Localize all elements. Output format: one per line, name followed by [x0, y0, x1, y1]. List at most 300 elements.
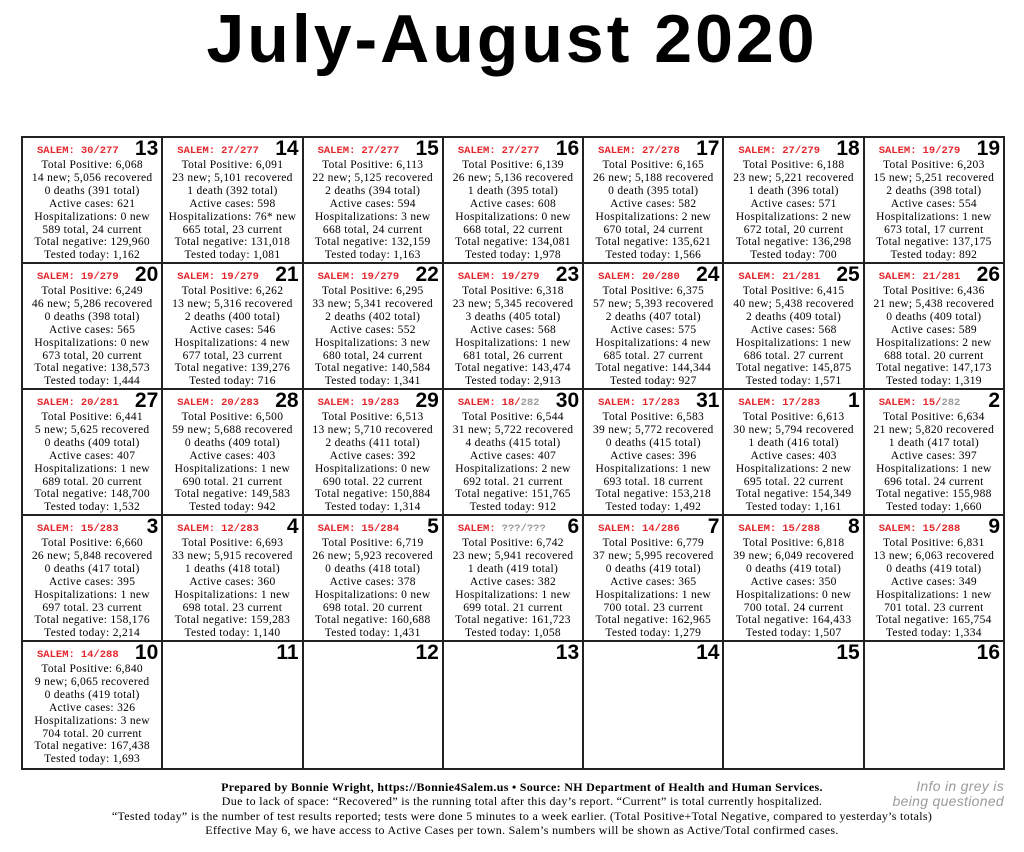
new-and-recovered-line: 14 new; 5,056 recovered	[31, 171, 153, 184]
salem-separator: /	[233, 523, 241, 535]
day-stats	[865, 285, 1003, 388]
hospitalizations-new-line: Hospitalizations: 1 new	[34, 462, 150, 475]
hospitalizations-total-current-line: 692 total. 21 current	[463, 475, 563, 488]
deaths-line: 1 death (396 total)	[748, 184, 839, 197]
salem-label: SALEM:	[878, 397, 917, 409]
salem-separator: /	[514, 271, 521, 283]
deaths-line: 0 deaths (419 total)	[44, 688, 140, 701]
tested-today-line: Tested today: 912	[469, 501, 557, 514]
active-cases-line: Active cases: 326	[49, 701, 136, 714]
day-number: 15	[415, 138, 439, 160]
total-positive-line: Total Positive: 6,544	[462, 411, 564, 423]
deaths-line: 0 deaths (417 total)	[44, 562, 140, 575]
active-cases-line: Active cases: 568	[750, 323, 837, 336]
new-and-recovered-line: 23 new; 5,221 recovered	[733, 171, 854, 184]
salem-total-cases: 282	[941, 397, 961, 409]
salem-cases	[318, 396, 400, 410]
new-and-recovered-line: 13 new; 6,063 recovered	[873, 549, 995, 562]
day-stats	[23, 663, 161, 766]
day-stats	[584, 537, 722, 640]
active-cases-line: Active cases: 407	[49, 449, 136, 462]
hospitalizations-new-line: Hospitalizations: 2 new	[876, 336, 992, 349]
day-number: 27	[134, 390, 159, 412]
day-cell	[444, 138, 584, 264]
grey-note-line: Info in grey is	[916, 778, 1004, 794]
tested-today-line: Tested today: 1,314	[324, 501, 421, 514]
day-cell	[865, 264, 1005, 390]
day-number: 9	[988, 516, 1000, 538]
active-cases-line: Active cases: 589	[890, 323, 977, 336]
salem-active-cases: 14	[80, 649, 94, 661]
day-cell	[865, 642, 1005, 770]
salem-separator: /	[794, 397, 802, 409]
salem-cases	[318, 270, 400, 284]
day-stats	[444, 285, 582, 388]
salem-active-cases: 19	[80, 271, 94, 283]
tested-today-line: Tested today: 1,140	[184, 627, 281, 640]
deaths-line: 0 deaths (409 total)	[886, 310, 982, 323]
hospitalizations-new-line: Hospitalizations: 1 new	[876, 462, 992, 475]
salem-cases	[879, 144, 961, 158]
salem-total-cases: 279	[99, 271, 119, 283]
day-number: 4	[286, 516, 299, 538]
total-negative-line: Total negative: 161,723	[455, 614, 571, 627]
day-cell	[865, 138, 1005, 264]
total-negative-line: Total negative: 158,176	[34, 614, 150, 627]
hospitalizations-new-line: Hospitalizations: 4 new	[174, 336, 291, 349]
active-cases-line: Active cases: 349	[890, 575, 977, 588]
salem-total-cases: ???	[526, 523, 546, 535]
salem-label: SALEM:	[878, 271, 917, 283]
day-cell	[163, 264, 303, 390]
day-stats	[444, 537, 582, 640]
deaths-line: 0 deaths (398 total)	[44, 310, 140, 323]
day-stats	[444, 159, 582, 262]
salem-cases	[738, 270, 820, 284]
day-cell	[304, 642, 444, 770]
day-stats	[724, 285, 862, 388]
total-negative-line: Total negative: 147,173	[876, 362, 992, 375]
hospitalizations-new-line: Hospitalizations: 0 new	[455, 210, 571, 223]
hospitalizations-total-current-line: 700 total. 23 current	[603, 601, 704, 614]
hospitalizations-total-current-line: 704 total. 20 current	[42, 727, 142, 740]
deaths-line: 1 deaths (418 total)	[184, 562, 280, 575]
deaths-line: 1 death (417 total)	[888, 436, 980, 449]
day-stats	[23, 159, 161, 262]
deaths-line: 1 death (416 total)	[748, 436, 839, 449]
deaths-line: 0 deaths (415 total)	[605, 436, 701, 449]
day-cell	[23, 642, 163, 770]
total-negative-line: Total negative: 129,960	[34, 236, 150, 249]
salem-active-cases: 27	[782, 145, 795, 157]
hospitalizations-total-current-line: 689 total. 20 current	[42, 475, 142, 488]
tested-today-line: Tested today: 1,431	[324, 627, 421, 640]
day-number: 30	[555, 390, 580, 412]
day-number: 18	[836, 138, 860, 160]
hospitalizations-total-current-line: 589 total, 24 current	[42, 223, 142, 236]
day-number: 26	[976, 264, 1000, 286]
day-number: 31	[696, 390, 720, 412]
salem-active-cases: ???	[501, 523, 521, 535]
salem-separator: /	[93, 397, 100, 409]
tested-today-line: Tested today: 1,571	[745, 375, 842, 388]
salem-active-cases: 17	[782, 397, 795, 409]
total-negative-line: Total negative: 140,584	[314, 362, 431, 375]
hospitalizations-total-current-line: 698 total. 20 current	[322, 601, 423, 614]
deaths-line: 2 deaths (407 total)	[605, 310, 701, 323]
tested-today-line: Tested today: 1,660	[885, 501, 982, 514]
new-and-recovered-line: 23 new; 5,941 recovered	[452, 549, 574, 562]
day-cell	[724, 516, 864, 642]
salem-separator: /	[233, 271, 241, 283]
hospitalizations-total-current-line: 685 total. 27 current	[603, 349, 704, 362]
salem-active-cases: 21	[922, 271, 936, 283]
salem-cases	[598, 522, 680, 536]
active-cases-line: Active cases: 350	[750, 575, 837, 588]
total-positive-line: Total Positive: 6,203	[883, 159, 985, 171]
day-stats	[23, 537, 161, 640]
day-number: 14	[275, 138, 299, 160]
hospitalizations-total-current-line: 690 total. 21 current	[182, 475, 283, 488]
total-negative-line: Total negative: 148,700	[34, 488, 150, 501]
salem-cases	[37, 396, 119, 410]
day-cell	[163, 516, 303, 642]
salem-separator: /	[935, 271, 942, 283]
total-positive-line: Total Positive: 6,375	[602, 285, 705, 297]
deaths-line: 0 deaths (418 total)	[325, 562, 421, 575]
day-stats	[865, 537, 1003, 640]
new-and-recovered-line: 31 new; 5,722 recovered	[452, 423, 574, 436]
new-and-recovered-line: 33 new; 5,341 recovered	[312, 297, 433, 310]
salem-cases	[879, 522, 961, 536]
day-cell	[724, 138, 864, 264]
deaths-line: 0 deaths (419 total)	[605, 562, 701, 575]
day-cell	[304, 516, 444, 642]
salem-active-cases: 27	[501, 145, 515, 157]
hospitalizations-new-line: Hospitalizations: 1 new	[174, 462, 291, 475]
hospitalizations-new-line: Hospitalizations: 2 new	[735, 210, 852, 223]
salem-separator: /	[654, 523, 661, 535]
salem-label: SALEM:	[317, 523, 356, 535]
day-number: 28	[275, 390, 299, 412]
salem-cases	[318, 144, 400, 158]
salem-total-cases: 281	[941, 271, 961, 283]
hospitalizations-total-current-line: 698 total. 23 current	[182, 601, 283, 614]
hospitalizations-total-current-line: 693 total. 18 current	[603, 475, 704, 488]
day-cell	[724, 264, 864, 390]
hospitalizations-total-current-line: 665 total, 23 current	[182, 223, 283, 236]
hospitalizations-total-current-line: 686 total. 27 current	[743, 349, 844, 362]
hospitalizations-total-current-line: 677 total, 23 current	[182, 349, 283, 362]
salem-active-cases: 19	[501, 271, 515, 283]
salem-cases	[738, 396, 820, 410]
footer-notes	[20, 780, 1024, 837]
salem-active-cases: 30	[80, 145, 94, 157]
day-stats	[23, 411, 161, 514]
total-negative-line: Total negative: 154,349	[735, 488, 852, 501]
deaths-line: 2 deaths (409 total)	[746, 310, 842, 323]
new-and-recovered-line: 22 new; 5,125 recovered	[312, 171, 433, 184]
tested-today-line: Tested today: 1,444	[44, 375, 141, 388]
new-and-recovered-line: 26 new; 5,136 recovered	[452, 171, 574, 184]
new-and-recovered-line: 13 new; 5,316 recovered	[172, 297, 293, 310]
deaths-line: 2 deaths (411 total)	[325, 436, 421, 449]
day-number: 2	[988, 390, 1000, 412]
day-number: 1	[848, 390, 860, 412]
salem-cases	[738, 144, 820, 158]
salem-separator: /	[373, 523, 381, 535]
salem-separator: /	[233, 145, 241, 157]
day-stats	[23, 285, 161, 388]
day-stats	[163, 285, 301, 388]
hospitalizations-new-line: Hospitalizations: 1 new	[34, 588, 150, 601]
hospitalizations-new-line: Hospitalizations: 3 new	[314, 336, 431, 349]
total-negative-line: Total negative: 167,438	[34, 740, 150, 753]
total-negative-line: Total negative: 134,081	[455, 236, 571, 249]
salem-label: SALEM:	[457, 523, 496, 535]
hospitalizations-new-line: Hospitalizations: 3 new	[314, 210, 431, 223]
day-number: 19	[976, 138, 1000, 160]
total-positive-line: Total Positive: 6,139	[462, 159, 564, 171]
salem-total-cases: 288	[801, 523, 821, 535]
salem-label: SALEM:	[738, 397, 777, 409]
salem-active-cases: 27	[641, 145, 655, 157]
salem-active-cases: 15	[80, 523, 94, 535]
total-positive-line: Total Positive: 6,660	[41, 537, 143, 549]
salem-separator: /	[794, 145, 802, 157]
day-stats	[163, 411, 301, 514]
day-cell	[724, 390, 864, 516]
new-and-recovered-line: 26 new; 5,848 recovered	[31, 549, 153, 562]
tested-today-line: Tested today: 1,081	[184, 249, 281, 262]
salem-total-cases: 277	[240, 145, 259, 157]
salem-total-cases: 283	[240, 397, 259, 409]
salem-label: SALEM:	[317, 145, 356, 157]
hospitalizations-total-current-line: 680 total, 24 current	[322, 349, 423, 362]
total-positive-line: Total Positive: 6,415	[742, 285, 845, 297]
salem-active-cases: 20	[221, 397, 234, 409]
salem-label: SALEM:	[37, 523, 75, 535]
tested-today-line: Tested today: 1,163	[324, 249, 421, 262]
day-number: 29	[415, 390, 439, 412]
total-positive-line: Total Positive: 6,091	[181, 159, 284, 171]
tested-today-line: Tested today: 2,913	[465, 375, 561, 388]
new-and-recovered-line: 33 new; 5,915 recovered	[172, 549, 293, 562]
new-and-recovered-line: 15 new; 5,251 recovered	[873, 171, 995, 184]
salem-total-cases: 283	[660, 397, 680, 409]
new-and-recovered-line: 13 new; 5,710 recovered	[312, 423, 433, 436]
salem-label: SALEM:	[177, 397, 216, 409]
total-positive-line: Total Positive: 6,742	[462, 537, 564, 549]
day-number: 5	[427, 516, 439, 538]
salem-cases	[598, 144, 680, 158]
salem-cases	[458, 396, 540, 410]
new-and-recovered-line: 59 new; 5,688 recovered	[172, 423, 293, 436]
salem-separator: /	[373, 271, 381, 283]
day-stats	[304, 285, 442, 388]
total-negative-line: Total negative: 162,965	[595, 614, 712, 627]
deaths-line: 1 death (419 total)	[467, 562, 559, 575]
active-cases-line: Active cases: 407	[469, 449, 557, 462]
salem-active-cases: 19	[221, 271, 234, 283]
salem-label: SALEM:	[878, 145, 917, 157]
salem-label: SALEM:	[457, 397, 496, 409]
day-stats	[724, 159, 862, 262]
salem-separator: /	[373, 397, 381, 409]
new-and-recovered-line: 46 new; 5,286 recovered	[31, 297, 153, 310]
total-negative-line: Total negative: 139,276	[174, 362, 291, 375]
salem-cases	[37, 522, 119, 536]
day-number: 17	[696, 138, 720, 160]
salem-label: SALEM:	[37, 397, 75, 409]
salem-cases	[879, 396, 961, 410]
tested-today-line: Tested today: 927	[609, 375, 697, 388]
hospitalizations-total-current-line: 701 total. 23 current	[884, 601, 984, 614]
salem-separator: /	[93, 523, 100, 535]
active-cases-line: Active cases: 594	[329, 197, 416, 210]
salem-separator: /	[794, 271, 802, 283]
day-number: 11	[276, 642, 299, 664]
day-cell	[23, 138, 163, 264]
active-cases-line: Active cases: 621	[49, 197, 136, 210]
day-stats	[865, 159, 1003, 262]
salem-separator: /	[93, 271, 100, 283]
hospitalizations-new-line: Hospitalizations: 1 new	[174, 588, 291, 601]
salem-total-cases: 288	[99, 649, 119, 661]
new-and-recovered-line: 26 new; 5,188 recovered	[592, 171, 714, 184]
deaths-line: 0 deaths (391 total)	[44, 184, 140, 197]
salem-separator: /	[373, 145, 381, 157]
deaths-line: 0 deaths (419 total)	[886, 562, 982, 575]
total-positive-line: Total Positive: 6,583	[602, 411, 705, 423]
active-cases-line: Active cases: 546	[189, 323, 276, 336]
hospitalizations-new-line: Hospitalizations: 2 new	[595, 210, 712, 223]
tested-today-line: Tested today: 1,279	[605, 627, 702, 640]
salem-label: SALEM:	[317, 397, 356, 409]
tested-today-line: Tested today: 716	[189, 375, 276, 388]
hospitalizations-total-current-line: 696 total. 24 current	[884, 475, 984, 488]
tested-today-line: Tested today: 1,492	[605, 501, 702, 514]
grey-info-note	[893, 779, 1004, 809]
day-stats	[865, 411, 1003, 514]
salem-cases	[177, 144, 259, 158]
day-cell	[304, 138, 444, 264]
salem-separator: /	[233, 397, 241, 409]
total-positive-line: Total Positive: 6,188	[742, 159, 845, 171]
day-number: 16	[555, 138, 580, 160]
day-stats	[304, 411, 442, 514]
salem-total-cases: 283	[99, 523, 119, 535]
day-cell	[23, 516, 163, 642]
salem-total-cases: 283	[240, 523, 259, 535]
total-negative-line: Total negative: 144,344	[595, 362, 712, 375]
hospitalizations-new-line: Hospitalizations: 1 new	[455, 336, 571, 349]
tested-today-line: Tested today: 1,341	[324, 375, 421, 388]
new-and-recovered-line: 30 new; 5,794 recovered	[733, 423, 854, 436]
tested-today-line: Tested today: 1,162	[44, 249, 141, 262]
salem-active-cases: 19	[361, 271, 374, 283]
hospitalizations-new-line: Hospitalizations: 0 new	[34, 336, 150, 349]
day-number: 13	[555, 642, 580, 664]
new-and-recovered-line: 21 new; 5,820 recovered	[873, 423, 995, 436]
total-positive-line: Total Positive: 6,068	[41, 159, 143, 171]
salem-label: SALEM:	[598, 271, 636, 283]
salem-active-cases: 12	[221, 523, 234, 535]
tested-today-line: Tested today: 1,693	[44, 753, 141, 766]
day-cell	[865, 390, 1005, 516]
salem-total-cases: 278	[660, 145, 680, 157]
salem-separator: /	[514, 145, 521, 157]
new-and-recovered-line: 39 new; 6,049 recovered	[733, 549, 854, 562]
new-and-recovered-line: 37 new; 5,995 recovered	[592, 549, 714, 562]
salem-cases	[318, 522, 400, 536]
hospitalizations-new-line: Hospitalizations: 2 new	[455, 462, 571, 475]
hospitalizations-total-current-line: 699 total. 21 current	[463, 601, 563, 614]
hospitalizations-new-line: Hospitalizations: 0 new	[34, 210, 150, 223]
day-number: 10	[134, 642, 159, 664]
recovered-note: Due to lack of space: “Recovered” is the running total after this day’s report. “Current” is total currently hospitalized.	[221, 794, 823, 809]
salem-total-cases: 284	[380, 523, 400, 535]
day-number: 20	[134, 264, 159, 286]
deaths-line: 2 deaths (402 total)	[325, 310, 421, 323]
day-stats	[584, 411, 722, 514]
day-number: 8	[848, 516, 860, 538]
salem-total-cases: 279	[941, 145, 961, 157]
day-number: 15	[836, 642, 860, 664]
salem-label: SALEM:	[177, 271, 216, 283]
hospitalizations-new-line: Hospitalizations: 1 new	[595, 462, 712, 475]
total-negative-line: Total negative: 164,433	[735, 614, 852, 627]
page-title: July-August 2020	[206, 1, 818, 77]
salem-total-cases: 281	[99, 397, 119, 409]
total-negative-line: Total negative: 155,988	[876, 488, 992, 501]
total-positive-line: Total Positive: 6,818	[742, 537, 845, 549]
total-positive-line: Total Positive: 6,500	[181, 411, 284, 423]
new-and-recovered-line: 21 new; 5,438 recovered	[873, 297, 995, 310]
total-negative-line: Total negative: 143,474	[455, 362, 571, 375]
total-negative-line: Total negative: 136,298	[735, 236, 852, 249]
day-stats	[163, 159, 301, 262]
credit-line: Prepared by Bonnie Wright, https://Bonnie4Salem.us • Source: NH Department of Health and Human Services.	[221, 780, 823, 794]
day-cell	[584, 264, 724, 390]
salem-total-cases: 280	[660, 271, 680, 283]
active-cases-line: Active cases: 378	[329, 575, 416, 588]
day-stats	[304, 537, 442, 640]
total-negative-line: Total negative: 131,018	[174, 236, 291, 249]
salem-cases	[458, 270, 540, 284]
tested-today-line: Tested today: 1,058	[465, 627, 561, 640]
total-positive-line: Total Positive: 6,719	[321, 537, 424, 549]
active-cases-line: Active cases: 392	[329, 449, 416, 462]
salem-label: SALEM:	[738, 145, 777, 157]
day-number: 23	[555, 264, 580, 286]
day-number: 13	[134, 138, 159, 160]
hospitalizations-new-line: Hospitalizations: 3 new	[34, 714, 150, 727]
salem-label: SALEM:	[37, 271, 75, 283]
total-positive-line: Total Positive: 6,113	[322, 159, 424, 171]
day-number: 6	[567, 516, 580, 538]
total-negative-line: Total negative: 150,884	[314, 488, 431, 501]
salem-separator: /	[520, 523, 527, 535]
new-and-recovered-line: 5 new; 5,625 recovered	[34, 423, 150, 436]
salem-separator: /	[935, 397, 942, 409]
day-stats	[304, 159, 442, 262]
total-positive-line: Total Positive: 6,513	[321, 411, 424, 423]
day-cell	[444, 264, 584, 390]
hospitalizations-new-line: Hospitalizations: 0 new	[735, 588, 852, 601]
hospitalizations-total-current-line: 668 total, 24 current	[322, 223, 423, 236]
salem-cases	[598, 270, 680, 284]
